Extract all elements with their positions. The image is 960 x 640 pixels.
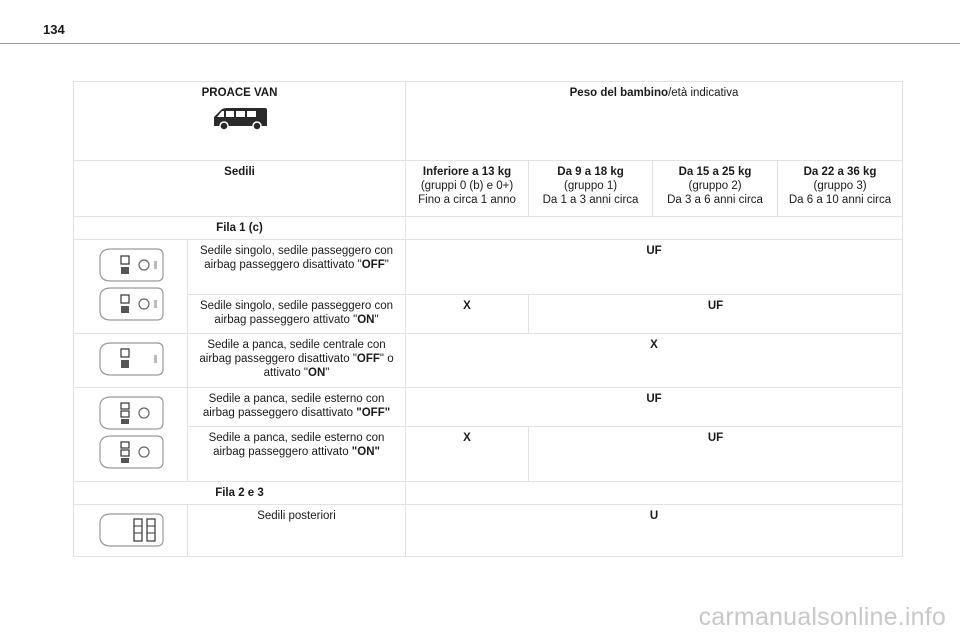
seat-layout-cell — [74, 240, 188, 334]
seat-layout-icon — [97, 341, 165, 377]
group-column-3: Da 22 a 36 kg (gruppo 3) Da 6 a 10 anni circa — [778, 161, 903, 217]
seat-layout-cell — [74, 334, 188, 388]
vehicle-cell — [74, 82, 406, 161]
section-row-2 — [74, 482, 903, 505]
group-column-0: Inferiore a 13 kg (gruppi 0 (b) e 0+) Fino a circa 1 anno — [406, 161, 529, 217]
row-label-bench-center: Sedile a panca, sedile centrale con airbag passeggero disattivato "OFF" o attivato "ON" — [188, 334, 406, 388]
value-bench-outer-on-a: X — [406, 427, 529, 482]
table-row — [74, 388, 903, 427]
row-label-bench-outer-on: Sedile a panca, sedile esterno con airbag passeggero attivato "ON" — [188, 427, 406, 482]
value-single-off: UF — [406, 240, 903, 295]
vehicle-name: PROACE VAN — [201, 87, 278, 99]
seat-layout-icon — [97, 434, 165, 470]
van-side-icon — [211, 106, 269, 132]
value-bench-outer-off: UF — [406, 388, 903, 427]
row-label-single-on: Sedile singolo, sedile passeggero con airbag passeggero attivato "ON" — [188, 295, 406, 334]
seats-column-label: Sedili — [74, 161, 406, 217]
table-row — [74, 427, 903, 482]
value-single-on-a: X — [406, 295, 529, 334]
table-row — [74, 240, 903, 295]
group-column-2: Da 15 a 25 kg (gruppo 2) Da 3 a 6 anni circa — [653, 161, 778, 217]
section-label-row1: Fila 1 (c) — [74, 217, 406, 240]
value-bench-center: X — [406, 334, 903, 388]
columns-header-row — [74, 161, 903, 217]
table-row — [74, 295, 903, 334]
seat-layout-cell — [74, 505, 188, 557]
section-label-row23: Fila 2 e 3 — [74, 482, 406, 505]
value-bench-outer-on-b: UF — [529, 427, 903, 482]
value-single-on-b: UF — [529, 295, 903, 334]
page-number: 134 — [43, 22, 65, 37]
value-rear: U — [406, 505, 903, 557]
seat-layout-icon — [97, 395, 165, 431]
row-label-single-off: Sedile singolo, sedile passeggero con airbag passeggero disattivato "OFF" — [188, 240, 406, 295]
section-row-1 — [74, 217, 903, 240]
seat-layout-icon — [97, 247, 165, 283]
seat-layout-icon — [97, 512, 165, 548]
seat-layout-icon — [97, 286, 165, 322]
row-label-bench-outer-off: Sedile a panca, sedile esterno con airbag passeggero disattivato "OFF" — [188, 388, 406, 427]
group-column-1: Da 9 a 18 kg (gruppo 1) Da 1 a 3 anni circa — [529, 161, 653, 217]
watermark: carmanualsonline.info — [698, 603, 946, 631]
child-seat-table — [73, 81, 903, 557]
table-row — [74, 334, 903, 388]
table-header-row — [74, 82, 903, 161]
seat-layout-cell — [74, 388, 188, 482]
table-row — [74, 505, 903, 557]
header-divider — [0, 43, 960, 44]
child-weight-header: Peso del bambino/età indicativa — [406, 82, 903, 161]
row-label-rear: Sedili posteriori — [188, 505, 406, 557]
